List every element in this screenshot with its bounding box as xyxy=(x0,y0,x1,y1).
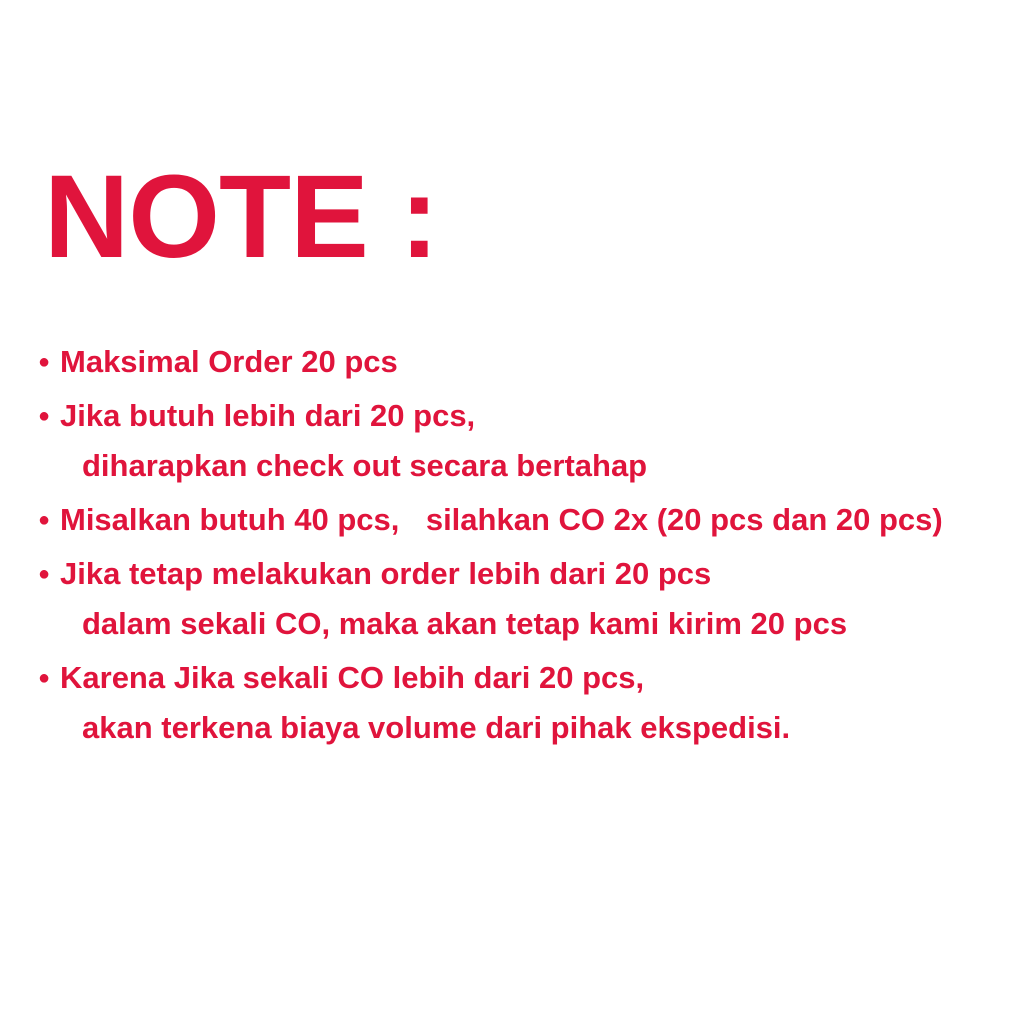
list-item-text xyxy=(60,337,994,387)
page-title: NOTE : xyxy=(44,151,438,283)
list-item-line: akan terkena biaya volume dari pihak ekspedisi. xyxy=(82,710,791,745)
list-item xyxy=(34,337,994,387)
bullet-icon: ● xyxy=(38,509,51,531)
note-list xyxy=(34,337,994,757)
list-item-line: silahkan CO 2x (20 pcs dan 20 pcs) xyxy=(425,502,943,537)
list-item xyxy=(34,495,994,545)
list-item-line: Jika tetap melakukan order lebih dari 20 pcs xyxy=(60,556,712,591)
list-item-line: diharapkan check out secara bertahap xyxy=(82,448,648,483)
list-item-line: Jika butuh lebih dari 20 pcs, xyxy=(60,398,476,433)
list-item-text xyxy=(60,549,994,649)
list-item-line: dalam sekali CO, maka akan tetap kami kirim 20 pcs xyxy=(82,606,848,641)
list-item xyxy=(34,549,994,649)
list-item-line: Maksimal Order 20 pcs xyxy=(60,344,398,379)
bullet-icon: ● xyxy=(38,667,51,689)
list-item xyxy=(34,653,994,753)
list-item-text xyxy=(60,653,994,753)
bullet-icon: ● xyxy=(38,351,51,373)
bullet-icon: ● xyxy=(38,563,51,585)
bullet-icon: ● xyxy=(38,405,51,427)
list-item-line: Karena Jika sekali CO lebih dari 20 pcs, xyxy=(60,660,645,695)
list-item-line: Misalkan butuh 40 pcs, xyxy=(60,502,400,537)
list-item-text xyxy=(60,391,994,491)
list-item xyxy=(34,391,994,491)
list-item-text xyxy=(60,495,994,545)
